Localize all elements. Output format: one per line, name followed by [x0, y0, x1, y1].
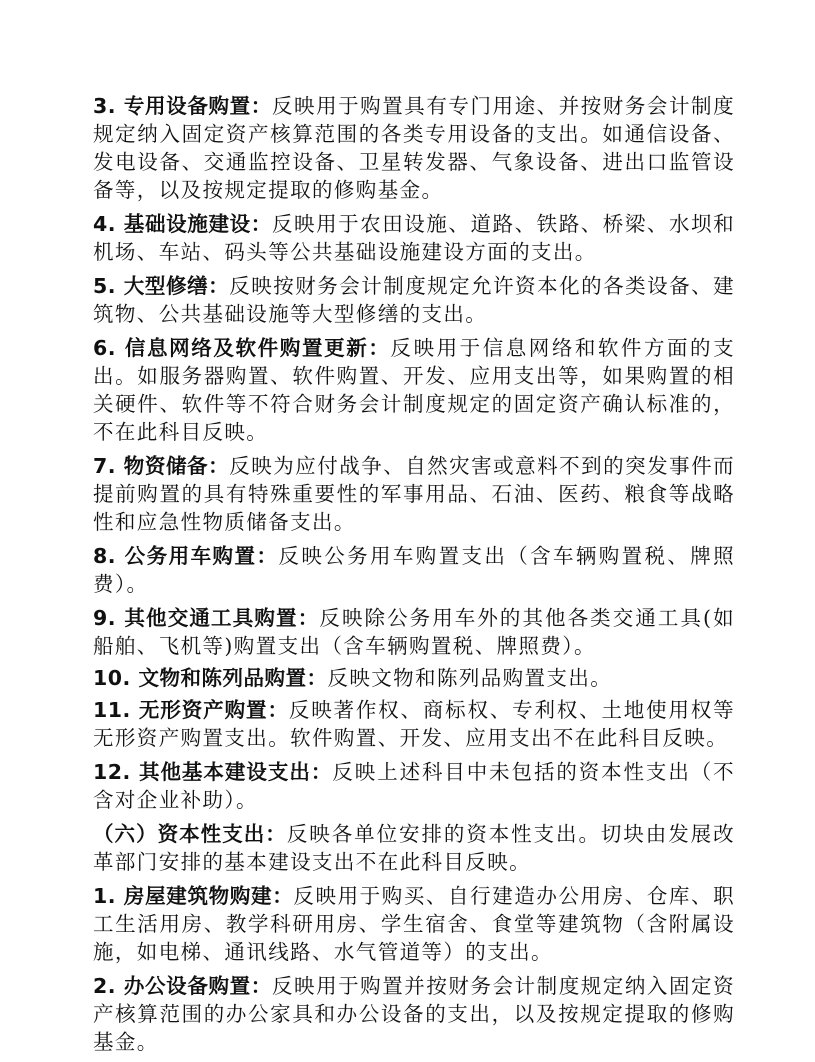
paragraph-text: 反映用于购置并按财务会计制度规定纳入固定资产核算范围的办公家具和办公设备的支出，以及按规定提取的修购基金。 [93, 974, 735, 1054]
paragraph-item-10 [93, 664, 735, 692]
paragraph-text: 反映除公务用车外的其他各类交通工具(如船舶、飞机等)购置支出（含车辆购置税、牌照费）。 [93, 606, 735, 658]
paragraph-item-1 [93, 882, 735, 966]
paragraph-text: 反映著作权、商标权、专利权、土地使用权等无形资产购置支出。软件购置、开发、应用支出不在此科目反映。 [93, 698, 735, 750]
paragraph-item-8 [93, 542, 735, 598]
paragraph-text: 反映为应付战争、自然灾害或意料不到的突发事件而提前购置的具有特殊重要性的军事用品、石油、医药、粮食等战略性和应急性物质储备支出。 [93, 454, 735, 534]
paragraph-item-3 [93, 92, 735, 204]
paragraph-text: 反映用于信息网络和软件方面的支出。如服务器购置、软件购置、开发、应用支出等，如果购置的相关硬件、软件等不符合财务会计制度规定的固定资产确认标准的，不在此科目反映。 [93, 336, 735, 444]
paragraph-heading: 9. 其他交通工具购置： [93, 606, 320, 630]
paragraph-item-7 [93, 452, 735, 536]
paragraph-text: 反映用于购买、自行建造办公用房、仓库、职工生活用房、教学科研用房、学生宿舍、食堂等建筑物（含附属设施，如电梯、通讯线路、水气管道等）的支出。 [93, 884, 735, 964]
paragraph-section-6 [93, 820, 735, 876]
paragraph-heading: 3. 专用设备购置： [93, 94, 272, 118]
paragraph-text: 反映用于购置具有专门用途、并按财务会计制度规定纳入固定资产核算范围的各类专用设备的支出。如通信设备、发电设备、交通监控设备、卫星转发器、气象设备、进出口监管设备等，以及按规定提取的修购基金。 [93, 94, 735, 202]
paragraph-heading: 8. 公务用车购置： [93, 544, 279, 568]
paragraph-text: 反映按财务会计制度规定允许资本化的各类设备、建筑物、公共基础设施等大型修缮的支出。 [93, 274, 735, 326]
paragraph-heading: 6. 信息网络及软件购置更新： [93, 336, 391, 360]
document-body [93, 92, 735, 1062]
paragraph-heading: 5. 大型修缮： [93, 274, 230, 298]
paragraph-heading: 7. 物资储备： [93, 454, 230, 478]
paragraph-heading: 10. 文物和陈列品购置： [93, 666, 328, 690]
paragraph-text: 反映各单位安排的资本性支出。切块由发展改革部门安排的基本建设支出不在此科目反映。 [93, 822, 736, 874]
paragraph-item-9 [93, 604, 735, 660]
paragraph-heading: 12. 其他基本建设支出： [93, 760, 333, 784]
paragraph-text: 反映文物和陈列品购置支出。 [327, 666, 613, 690]
paragraph-text: 反映上述科目中未包括的资本性支出（不含对企业补助）。 [93, 760, 736, 812]
paragraph-item-4 [93, 210, 735, 266]
paragraph-item-6 [93, 334, 735, 446]
paragraph-item-12 [93, 758, 735, 814]
paragraph-heading: 2. 办公设备购置： [93, 974, 272, 998]
paragraph-heading: 1. 房屋建筑物购建： [93, 884, 294, 908]
paragraph-item-5 [93, 272, 735, 328]
paragraph-heading: 4. 基础设施建设： [93, 212, 272, 236]
paragraph-text: 反映公务用车购置支出（含车辆购置税、牌照费）。 [93, 544, 735, 596]
paragraph-item-11 [93, 696, 735, 752]
paragraph-heading: 11. 无形资产购置： [93, 698, 289, 722]
paragraph-heading: （六）资本性支出： [93, 822, 287, 846]
paragraph-item-2 [93, 972, 735, 1056]
paragraph-text: 反映用于农田设施、道路、铁路、桥梁、水坝和机场、车站、码头等公共基础设施建设方面的支出。 [93, 212, 735, 264]
